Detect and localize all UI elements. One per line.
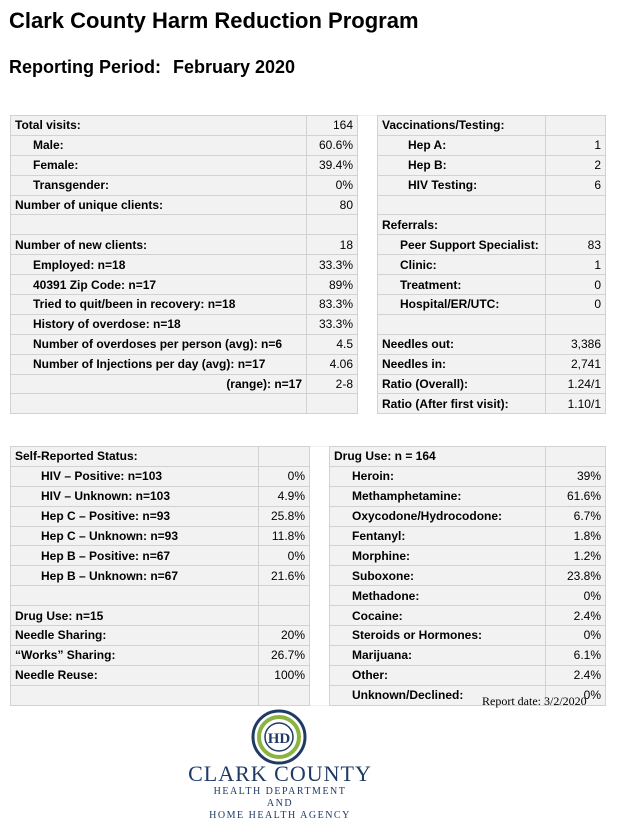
row-label: Total visits: <box>11 116 307 136</box>
row-value <box>259 685 310 705</box>
row-label: Treatment: <box>378 275 546 295</box>
agency-line-2: HEALTH DEPARTMENT <box>213 786 347 797</box>
column-gap <box>310 665 330 685</box>
column-gap <box>358 175 378 195</box>
row-label: 40391 Zip Code: n=17 <box>11 275 307 295</box>
table-row <box>11 566 606 586</box>
row-value: 21.6% <box>259 566 310 586</box>
row-value: 0% <box>259 546 310 566</box>
column-gap <box>310 606 330 626</box>
row-label <box>11 215 307 235</box>
row-value: 83.3% <box>307 295 358 315</box>
period-label: Reporting Period: <box>9 57 161 77</box>
row-value <box>307 215 358 235</box>
column-gap <box>310 506 330 526</box>
row-label: Needles in: <box>378 354 546 374</box>
row-value: 11.8% <box>259 526 310 546</box>
summary-table <box>10 115 606 414</box>
column-gap <box>310 447 330 467</box>
row-label: Hep B: <box>378 155 546 175</box>
row-value <box>546 215 606 235</box>
table-row <box>11 506 606 526</box>
row-value: 1.10/1 <box>546 394 606 414</box>
row-value: 1.2% <box>546 546 606 566</box>
table-row <box>11 606 606 626</box>
column-gap <box>358 394 378 414</box>
period-value: February 2020 <box>173 57 296 77</box>
table-row <box>11 135 606 155</box>
table-row <box>11 645 606 665</box>
row-label: Cocaine: <box>330 606 546 626</box>
row-value: 2,741 <box>546 354 606 374</box>
table-row <box>11 255 606 275</box>
row-value <box>259 586 310 606</box>
row-label: Ratio (After first visit): <box>378 394 546 414</box>
health-department-logo <box>248 708 310 766</box>
row-value <box>259 606 310 626</box>
row-label: Tried to quit/been in recovery: n=18 <box>11 295 307 315</box>
row-value: 4.5 <box>307 334 358 354</box>
row-value: 6.1% <box>546 645 606 665</box>
column-gap <box>358 155 378 175</box>
row-label: Hep B – Positive: n=67 <box>11 546 259 566</box>
row-value: 89% <box>307 275 358 295</box>
table-row <box>11 586 606 606</box>
column-gap <box>358 116 378 136</box>
row-value: 2-8 <box>307 374 358 394</box>
logo-letters: HD <box>267 731 291 747</box>
row-value: 39.4% <box>307 155 358 175</box>
table-row <box>11 447 606 467</box>
table-row <box>11 155 606 175</box>
column-gap <box>358 195 378 215</box>
table-row <box>11 275 606 295</box>
row-value: 6 <box>546 175 606 195</box>
row-label: Morphine: <box>330 546 546 566</box>
column-gap <box>310 586 330 606</box>
row-label: Needle Reuse: <box>11 665 259 685</box>
column-gap <box>310 466 330 486</box>
row-label: HIV – Unknown: n=103 <box>11 486 259 506</box>
row-value <box>259 447 310 467</box>
row-value: 23.8% <box>546 566 606 586</box>
table-row <box>11 314 606 334</box>
row-label: Suboxone: <box>330 566 546 586</box>
agency-line-1: CLARK COUNTY <box>188 761 372 786</box>
row-label: Needle Sharing: <box>11 626 259 646</box>
row-label: Hep C – Unknown: n=93 <box>11 526 259 546</box>
column-gap <box>310 685 330 705</box>
row-label: Female: <box>11 155 307 175</box>
table-row <box>11 526 606 546</box>
row-value: 33.3% <box>307 314 358 334</box>
table-row <box>11 116 606 136</box>
row-value: 6.7% <box>546 506 606 526</box>
row-label: Unknown/Declined: <box>330 685 546 705</box>
column-gap <box>358 374 378 394</box>
row-value: 0 <box>546 295 606 315</box>
row-label: Number of new clients: <box>11 235 307 255</box>
row-value <box>307 394 358 414</box>
row-value <box>546 314 606 334</box>
reporting-period <box>9 57 295 78</box>
column-gap <box>310 645 330 665</box>
column-gap <box>358 255 378 275</box>
row-value: 83 <box>546 235 606 255</box>
row-label <box>11 685 259 705</box>
row-label: Drug Use: n=15 <box>11 606 259 626</box>
row-label <box>378 314 546 334</box>
agency-line-3: AND <box>266 798 294 809</box>
row-label: Oxycodone/Hydrocodone: <box>330 506 546 526</box>
column-gap <box>310 626 330 646</box>
row-value: 4.06 <box>307 354 358 374</box>
table-row <box>11 486 606 506</box>
row-value: 1.24/1 <box>546 374 606 394</box>
row-value: 1.8% <box>546 526 606 546</box>
row-value: 1 <box>546 135 606 155</box>
row-label: Hep A: <box>378 135 546 155</box>
row-label: Steroids or Hormones: <box>330 626 546 646</box>
row-label <box>11 586 259 606</box>
row-label: Number of unique clients: <box>11 195 307 215</box>
row-value: 3,386 <box>546 334 606 354</box>
row-label: Ratio (Overall): <box>378 374 546 394</box>
row-label: Male: <box>11 135 307 155</box>
table-row <box>11 215 606 235</box>
row-label: Hep B – Unknown: n=67 <box>11 566 259 586</box>
column-gap <box>310 526 330 546</box>
row-label: Marijuana: <box>330 645 546 665</box>
table-row <box>11 354 606 374</box>
row-value: 2 <box>546 155 606 175</box>
row-value: 25.8% <box>259 506 310 526</box>
row-label: Fentanyl: <box>330 526 546 546</box>
row-label: Number of Injections per day (avg): n=17 <box>11 354 307 374</box>
row-value: 0% <box>546 685 606 705</box>
table-row <box>11 626 606 646</box>
row-label: Needles out: <box>378 334 546 354</box>
row-label: “Works” Sharing: <box>11 645 259 665</box>
row-value: 20% <box>259 626 310 646</box>
row-value: 0% <box>307 175 358 195</box>
row-value: 2.4% <box>546 606 606 626</box>
column-gap <box>310 546 330 566</box>
column-gap <box>358 295 378 315</box>
row-value: 26.7% <box>259 645 310 665</box>
table-row <box>11 175 606 195</box>
row-label: Peer Support Specialist: <box>378 235 546 255</box>
row-label: HIV – Positive: n=103 <box>11 466 259 486</box>
row-label: Number of overdoses per person (avg): n=6 <box>11 334 307 354</box>
row-value: 0% <box>546 586 606 606</box>
row-value: 60.6% <box>307 135 358 155</box>
report-date: Report date: 3/2/2020 <box>482 694 587 708</box>
column-gap <box>358 354 378 374</box>
row-label: (range): n=17 <box>11 374 307 394</box>
row-label: Methadone: <box>330 586 546 606</box>
column-gap <box>358 235 378 255</box>
column-gap <box>310 486 330 506</box>
row-label: Employed: n=18 <box>11 255 307 275</box>
row-value: 164 <box>307 116 358 136</box>
column-gap <box>358 334 378 354</box>
row-value: 39% <box>546 466 606 486</box>
row-label: Referrals: <box>378 215 546 235</box>
row-label: HIV Testing: <box>378 175 546 195</box>
row-value: 61.6% <box>546 486 606 506</box>
status-drug-use-table <box>10 446 606 706</box>
page-title: Clark County Harm Reduction Program <box>9 8 419 33</box>
row-value: 33.3% <box>307 255 358 275</box>
row-label: Vaccinations/Testing: <box>378 116 546 136</box>
table-row <box>11 665 606 685</box>
row-label: Other: <box>330 665 546 685</box>
table-row <box>11 394 606 414</box>
row-label: Clinic: <box>378 255 546 275</box>
row-value <box>546 447 606 467</box>
row-label <box>11 394 307 414</box>
table-row <box>11 374 606 394</box>
row-value: 100% <box>259 665 310 685</box>
row-label: Self-Reported Status: <box>11 447 259 467</box>
table-row <box>11 546 606 566</box>
table-row <box>11 466 606 486</box>
row-label: Methamphetamine: <box>330 486 546 506</box>
row-label <box>378 195 546 215</box>
column-gap <box>310 566 330 586</box>
agency-line-4: HOME HEALTH AGENCY <box>209 810 351 821</box>
row-value: 18 <box>307 235 358 255</box>
agency-name <box>160 762 400 822</box>
row-value: 0 <box>546 275 606 295</box>
row-value: 80 <box>307 195 358 215</box>
column-gap <box>358 314 378 334</box>
column-gap <box>358 135 378 155</box>
row-value: 0% <box>259 466 310 486</box>
row-value: 4.9% <box>259 486 310 506</box>
row-value: 0% <box>546 626 606 646</box>
row-value <box>546 195 606 215</box>
row-label: History of overdose: n=18 <box>11 314 307 334</box>
row-label: Hep C – Positive: n=93 <box>11 506 259 526</box>
row-label: Transgender: <box>11 175 307 195</box>
row-value: 1 <box>546 255 606 275</box>
column-gap <box>358 275 378 295</box>
column-gap <box>358 215 378 235</box>
table-row <box>11 195 606 215</box>
row-label: Hospital/ER/UTC: <box>378 295 546 315</box>
row-label: Heroin: <box>330 466 546 486</box>
table-row <box>11 235 606 255</box>
table-row <box>11 295 606 315</box>
row-value <box>546 116 606 136</box>
row-value: 2.4% <box>546 665 606 685</box>
table-row <box>11 334 606 354</box>
row-label: Drug Use: n = 164 <box>330 447 546 467</box>
